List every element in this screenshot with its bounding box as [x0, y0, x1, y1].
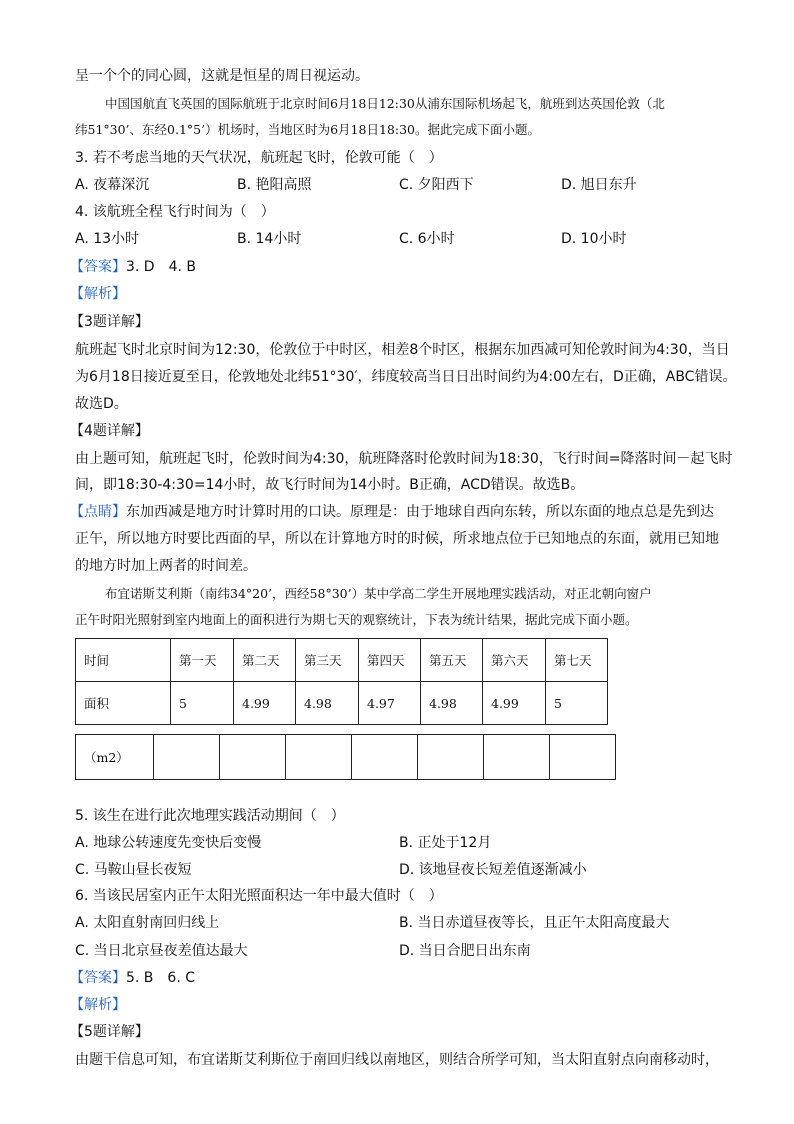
- answer-text: 3. D 4. B: [126, 259, 196, 275]
- text-line: 的地方时加上两者的时间差。: [75, 558, 257, 574]
- table-header-cell: 第二天: [234, 639, 296, 682]
- table-header-cell: 第五天: [421, 639, 483, 682]
- table-cell: [286, 735, 352, 780]
- text-line: 由题干信息可知，布宜诺斯艾利斯位于南回归线以南地区，则结合所学可知，当太阳直射点向南移动时，: [75, 1052, 719, 1068]
- table-row: [76, 682, 608, 725]
- q3-option-c: C. 夕阳西下: [399, 177, 474, 193]
- table-cell: [418, 735, 484, 780]
- analysis-label: 【解析】: [70, 286, 126, 302]
- question-3: 3. 若不考虑当地的天气状况，航班起飞时，伦敦可能（ ）: [75, 150, 443, 166]
- table-cell: [550, 735, 616, 780]
- q3-option-a: A. 夜幕深沉: [75, 177, 150, 193]
- question-4: 4. 该航班全程飞行时间为（ ）: [75, 204, 275, 220]
- table-cell: 4.99: [483, 682, 546, 725]
- q4-option-c: C. 6小时: [399, 231, 455, 247]
- q6-option-a: A. 太阳直射南回归线上: [75, 915, 220, 931]
- question-stem: 布宜诺斯艾利斯（南纬34°20’，西经58°30’）某中学高二学生开展地理实践活动，对正北朝向窗户: [105, 586, 652, 601]
- key-point-text: 东加西减是地方时计算时用的口诀。原理是：由于地球自西向东转，所以东面的地点总是先到达: [126, 504, 714, 520]
- q6-option-c: C. 当日北京昼夜差值达最大: [75, 943, 248, 959]
- answer-line: [70, 968, 195, 988]
- detail-3-label: 【3题详解】: [70, 314, 149, 330]
- text-line: 间，即18:30-4:30=14小时，故飞行时间为14小时。B正确，ACD错误。故选B。: [75, 477, 585, 493]
- unit-cell: （m2）: [76, 735, 154, 780]
- text-line: 由上题可知，航班起飞时，伦敦时间为4:30，航班降落时伦敦时间为18:30，飞行时间=降落时间－起飞时: [75, 451, 733, 467]
- text-line: 呈一个个的同心圆，这就是恒星的周日视运动。: [75, 68, 369, 84]
- q5-option-a: A. 地球公转速度先变快后变慢: [75, 835, 262, 851]
- table-cell: 5: [171, 682, 234, 725]
- text-line: 航班起飞时北京时间为12:30，伦敦位于中时区，相差8个时区，根据东加西减可知伦敦时间为4:30，当日: [75, 342, 730, 358]
- q4-option-d: D. 10小时: [561, 231, 627, 247]
- q5-option-b: B. 正处于12月: [399, 835, 492, 851]
- question-stem: 纬51°30’、东经0.1°5’）机场时，当地区时为6月18日18:30。据此完成下面小题。: [75, 122, 540, 137]
- answer-label: 【答案】: [70, 259, 126, 275]
- q5-option-d: D. 该地昼夜长短差值逐渐减小: [399, 862, 587, 878]
- table-header-cell: 第六天: [483, 639, 546, 682]
- q6-option-b: B. 当日赤道昼夜等长，且正午太阳高度最大: [399, 915, 670, 931]
- q3-option-d: D. 旭日东升: [561, 177, 637, 193]
- question-6: 6. 当该民居室内正午太阳光照面积达一年中最大值时（ ）: [75, 888, 443, 904]
- question-stem: 中国国航直飞英国的国际航班于北京时间6月18日12:30从浦东国际机场起飞，航班到达英国伦敦（北: [105, 96, 665, 111]
- detail-4-label: 【4题详解】: [70, 423, 149, 439]
- table-cell: [154, 735, 220, 780]
- q6-option-d: D. 当日合肥日出东南: [399, 943, 531, 959]
- q3-option-b: B. 艳阳高照: [237, 177, 312, 193]
- q5-option-c: C. 马鞍山昼长夜短: [75, 862, 192, 878]
- question-5: 5. 该生在进行此次地理实践活动期间（ ）: [75, 808, 345, 824]
- key-point-line: [70, 502, 714, 522]
- table-row: [76, 639, 608, 682]
- answer-text: 5. B 6. C: [126, 970, 195, 986]
- detail-5-label: 【5题详解】: [70, 1024, 149, 1040]
- table-cell: 面积: [76, 682, 171, 725]
- question-stem: 正午时阳光照射到室内地面上的面积进行为期七天的观察统计，下表为统计结果，据此完成下面小题。: [75, 612, 638, 627]
- text-line: 故选D。: [75, 396, 128, 412]
- table-header-cell: 第七天: [546, 639, 608, 682]
- text-line: 为6月18日接近夏至日，伦敦地处北纬51°30′，纬度较高当日日出时间约为4:00左右，D正确，ABC错误。: [75, 369, 737, 385]
- observation-table: [75, 638, 608, 725]
- table-cell: 4.98: [421, 682, 483, 725]
- answer-line: [70, 257, 196, 277]
- key-point-label: 【点睛】: [70, 504, 126, 520]
- table-cell: [484, 735, 550, 780]
- table-header-cell: 第一天: [171, 639, 234, 682]
- table-header-cell: 时间: [76, 639, 171, 682]
- table-cell: 5: [546, 682, 608, 725]
- table-row: [76, 735, 616, 780]
- table-cell: 4.97: [359, 682, 421, 725]
- table-cell: [220, 735, 286, 780]
- table-cell: 4.99: [234, 682, 296, 725]
- unit-table: [75, 734, 616, 780]
- table-cell: [352, 735, 418, 780]
- answer-label: 【答案】: [70, 970, 126, 986]
- q4-option-a: A. 13小时: [75, 231, 140, 247]
- table-header-cell: 第三天: [296, 639, 359, 682]
- analysis-label: 【解析】: [70, 997, 126, 1013]
- text-line: 正午，所以地方时要比西面的早，所以在计算地方时的时候，所求地点位于已知地点的东面，就用已知地: [75, 531, 719, 547]
- table-cell: 4.98: [296, 682, 359, 725]
- q4-option-b: B. 14小时: [237, 231, 302, 247]
- table-header-cell: 第四天: [359, 639, 421, 682]
